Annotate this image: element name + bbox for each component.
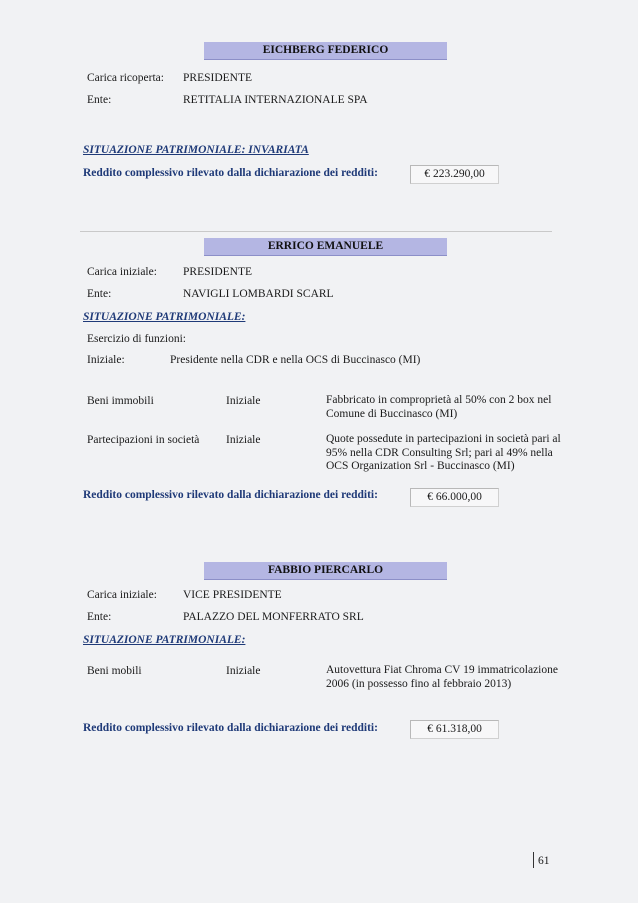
asset-status: Iniziale (226, 434, 261, 446)
asset-status: Iniziale (226, 395, 261, 407)
asset-description: Fabbricato in comproprietà al 50% con 2 box nel Comune di Buccinasco (MI) (326, 394, 552, 420)
value-carica-ricoperta: PRESIDENTE (183, 72, 252, 84)
asset-category: Beni mobili (87, 665, 142, 677)
label-iniziale: Iniziale: (87, 354, 125, 366)
situazione-patrimoniale: SITUAZIONE PATRIMONIALE: (83, 634, 246, 646)
value-ente: PALAZZO DEL MONFERRATO SRL (183, 611, 364, 623)
situazione-patrimoniale: SITUAZIONE PATRIMONIALE: (83, 311, 246, 323)
value-carica-iniziale: VICE PRESIDENTE (183, 589, 282, 601)
page-number-rule (533, 852, 534, 868)
reddito-value: € 61.318,00 (410, 720, 499, 739)
asset-description: Autovettura Fiat Chroma CV 19 immatricolazione 2006 (in possesso fino al febbraio 2013) (326, 664, 558, 690)
value-ente: NAVIGLI LOMBARDI SCARL (183, 288, 334, 300)
label-ente: Ente: (87, 94, 112, 106)
section-divider (80, 231, 552, 232)
reddito-value: € 223.290,00 (410, 165, 499, 184)
section-header-errico: ERRICO EMANUELE (204, 238, 447, 256)
reddito-label: Reddito complessivo rilevato dalla dichiarazione dei redditi: (83, 489, 378, 501)
value-ente: RETITALIA INTERNAZIONALE SPA (183, 94, 368, 106)
reddito-label: Reddito complessivo rilevato dalla dichiarazione dei redditi: (83, 167, 378, 179)
reddito-value: € 66.000,00 (410, 488, 499, 507)
page-number: 61 (538, 855, 550, 867)
label-ente: Ente: (87, 611, 112, 623)
reddito-label: Reddito complessivo rilevato dalla dichiarazione dei redditi: (83, 722, 378, 734)
label-ente: Ente: (87, 288, 112, 300)
asset-status: Iniziale (226, 665, 261, 677)
label-carica-iniziale: Carica iniziale: (87, 266, 157, 278)
asset-category: Beni immobili (87, 395, 154, 407)
section-header-eichberg: EICHBERG FEDERICO (204, 42, 447, 60)
label-esercizio-funzioni: Esercizio di funzioni: (87, 333, 186, 345)
asset-category: Partecipazioni in società (87, 434, 200, 446)
asset-description: Quote possedute in partecipazioni in società pari al 95% nella CDR Consulting Srl; pari al 49% nella OCS Organization Srl - Buccinasco (MI) (326, 433, 561, 472)
situazione-patrimoniale: SITUAZIONE PATRIMONIALE: INVARIATA (83, 144, 309, 156)
value-iniziale: Presidente nella CDR e nella OCS di Buccinasco (MI) (170, 354, 421, 366)
label-carica-ricoperta: Carica ricoperta: (87, 72, 164, 84)
value-carica-iniziale: PRESIDENTE (183, 266, 252, 278)
section-header-fabbio: FABBIO PIERCARLO (204, 562, 447, 580)
label-carica-iniziale: Carica iniziale: (87, 589, 157, 601)
